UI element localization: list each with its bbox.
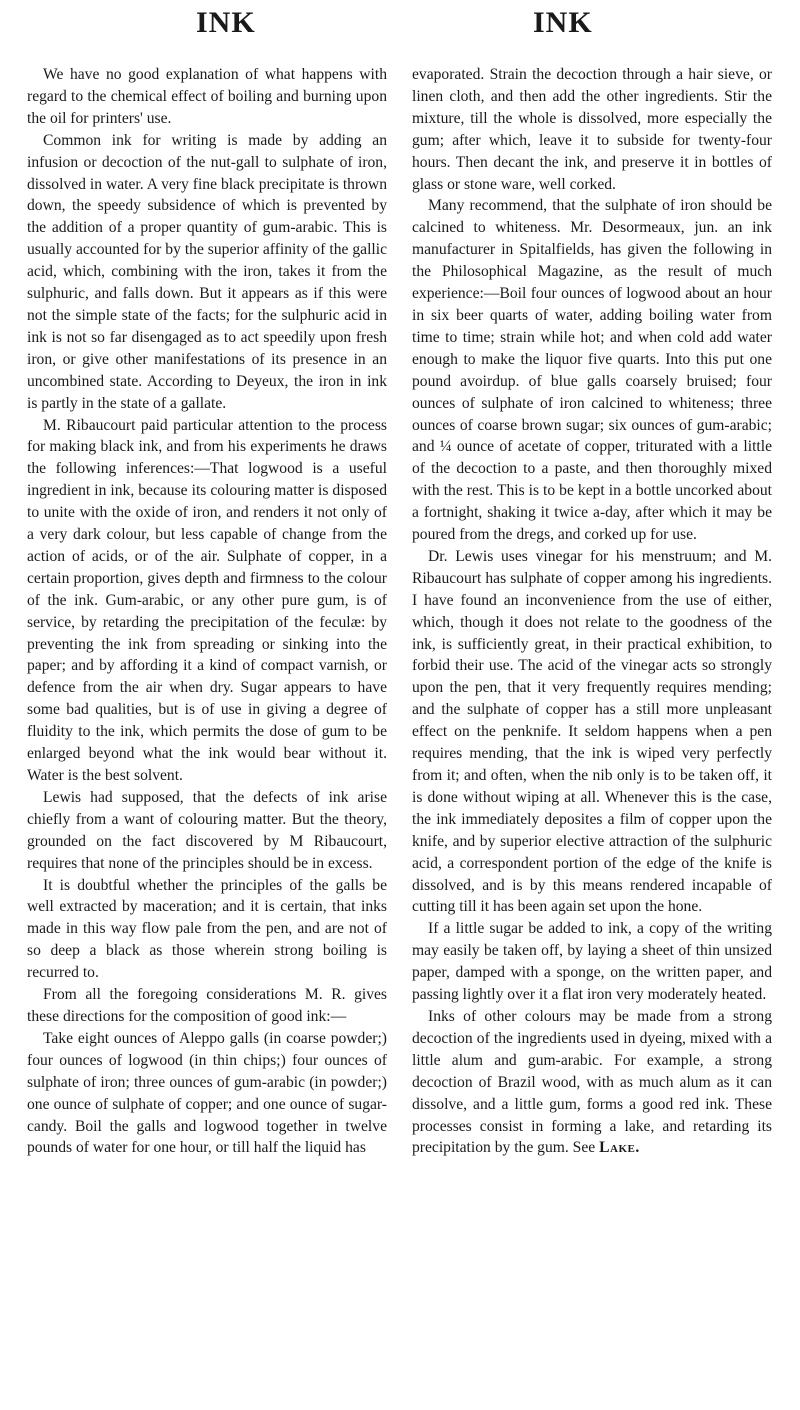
paragraph-text: Inks of other colours may be made from a strong decoction of the ingredients used in dyeing, mixed with a little alum and gum-arabic. For example, a strong decoction of Brazil wood, with as much alum as it can dissolve, and a little gum, forms a good red ink. These processes consist in forming a lake, and retarding its precipitation by the gum. See [412,1007,772,1157]
right-column [412,64,772,1159]
paragraph: It is doubtful whether the principles of the galls be well extracted by maceration; and it is certain, that inks made in this way flow pale from the pen, and are not of so deep a black as those wherein strong boiling is recurred to. [27,876,387,982]
left-column [27,64,387,1159]
paragraph: We have no good explanation of what happens with regard to the chemical effect of boiling and burning upon the oil for printers' use. [27,66,387,127]
paragraph [412,1006,772,1159]
cross-reference: Lake. [599,1139,640,1157]
paragraph: Lewis had supposed, that the defects of ink arise chiefly from a want of colouring matter. But the theory, grounded on the fact discovered by M Ribaucourt, requires that none of the principles should be in excess. [27,788,387,872]
paragraph: If a little sugar be added to ink, a copy of the writing may easily be taken off, by laying a sheet of thin unsized paper, damped with a sponge, on the written paper, and passing lightly over it a flat iron very moderately heated. [412,920,772,1004]
paragraph: From all the foregoing considerations M. R. gives these directions for the composition of good ink:— [27,986,387,1025]
running-head-right: INK [533,6,593,39]
paragraph: Dr. Lewis uses vinegar for his menstruum; and M. Ribaucourt has sulphate of copper among his ingredients. I have found an inconvenience from the use of either, which, though it does not relate to the goodness of the ink, is sufficiently great, in their practical exhibition, to forbid their use. The acid of the vinegar acts so strongly upon the pen, that it very frequently requires mending; and the sulphate of copper has a still more unpleasant effect on the penknife. It seldom happens when a pen requires mending, that the ink is wiped very perfectly from it; and often, when the nib only is to be taken off, it is done without wiping at all. Whenever this is the case, the ink immediately deposites a film of copper upon the knife, and by superior elective attraction of the sulphuric acid, a correspondent portion of the edge of the knife is dissolved, and is by this means rendered incapable of cutting till it has been again set upon the hone. [412,547,772,916]
paragraph: Take eight ounces of Aleppo galls (in coarse powder;) four ounces of logwood (in thin chips;) four ounces of sulphate of iron; three ounces of gum-arabic (in powder;) one ounce of sulphate of copper; and one ounce of sugar-candy. Boil the galls and logwood together in twelve pounds of water for one hour, or till half the liquid has [27,1029,387,1157]
paragraph: Many recommend, that the sulphate of iron should be calcined to whiteness. Mr. Desormeaux, jun. an ink manufacturer in Spitalfields, has given the following in the Philosophical Magazine, as the result of much experience:—Boil four ounces of logwood about an hour in six beer quarts of water, adding boiling water from time to time; strain while hot; and when cold add water enough to make the liquor five quarts. Into this put one pound avoirdup. of blue galls coarsely bruised; four ounces of sulphate of iron calcined to whiteness; three ounces of coarse brown sugar; six ounces of gum-arabic; and ¼ ounce of acetate of copper, triturated with a little of the decoction to a paste, and then thoroughly mixed with the rest. This is to be kept in a bottle uncorked about a fortnight, shaking it twice a-day, after which it may be poured from the dregs, and corked up for use. [412,197,772,544]
paragraph: M. Ribaucourt paid particular attention to the process for making black ink, and from his experiments he draws the following inferences:—That logwood is a useful ingredient in ink, because its colouring matter is disposed to unite with the oxide of iron, and renders it not only of a very dark colour, but less capable of change from the action of acids, or of the air. Sulphate of copper, in a certain proportion, gives depth and firmness to the colour of the ink. Gum-arabic, or any other pure gum, is of service, by retarding the precipitation of the feculæ: by preventing the ink from spreading or sinking into the paper; and by affording it a kind of compact varnish, or defence from the air when dry. Sugar appears to have some bad qualities, but is of use in giving a degree of fluidity to the ink, which permits the dose of gum to be enlarged beyond what the ink would bear without it. Water is the best solvent. [27,416,387,784]
continued-paragraph: evaporated. Strain the decoction through a hair sieve, or linen cloth, and then add the other ingredients. Stir the mixture, till the whole is dissolved, more especially the gum; after which, leave it to subside for twenty-four hours. Then decant the ink, and preserve it in bottles of glass or stone ware, well corked. [412,66,772,193]
paragraph: Common ink for writing is made by adding an infusion or decoction of the nut-gall to sulphate of iron, dissolved in water. A very fine black precipitate is thrown down, the speedy subsidence of which is prevented by the addition of a proper quantity of gum-arabic. This is usually accounted for by the superior affinity of the gallic acid, which, combining with the iron, takes it from the sulphuric, and falls down. But it appears as if this were not the simple state of the facts; for the sulphuric acid in ink is not so far disengaged as to act speedily upon fresh iron, or give other manifestations of its presence in an uncombined state. According to Deyeux, the iron in ink is partly in the state of a gallate. [27,131,387,412]
running-head-left: INK [196,6,256,39]
